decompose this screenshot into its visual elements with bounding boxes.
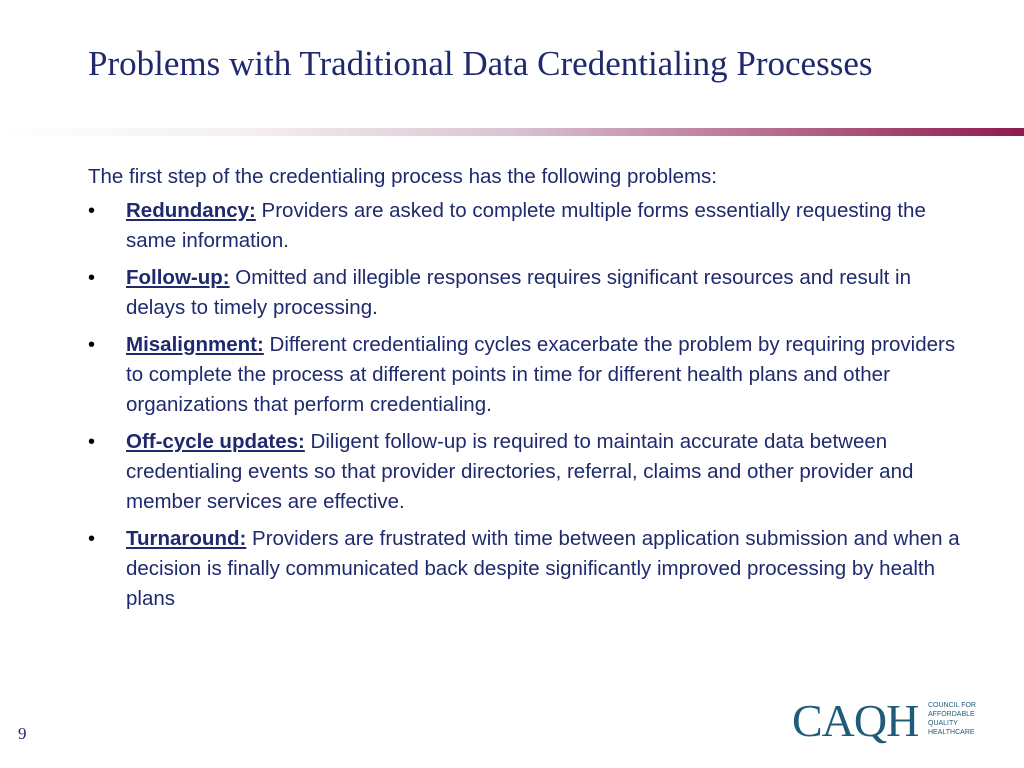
list-item — [88, 330, 968, 420]
list-item — [88, 263, 968, 323]
logo-tagline-line: HEALTHCARE — [928, 729, 975, 736]
page-number: 9 — [18, 724, 27, 743]
bullet-term: Turnaround: — [126, 527, 247, 550]
title-divider — [0, 128, 1024, 136]
intro-text: The first step of the credentialing process has the following problems: — [88, 165, 717, 188]
bullet-term: Redundancy: — [126, 199, 256, 222]
list-item — [88, 427, 968, 517]
bullet-text: Different credentialing cycles exacerbate the problem by requiring providers to complete the process at different points in time for different health plans and other organizations that perform credentialing. — [126, 333, 956, 416]
logo-tagline-line: AFFORDABLE — [928, 711, 975, 718]
bullet-text: Diligent follow-up is required to maintain accurate data between credentialing events so that provider directories, referral, claims and other provider and member services are effective. — [126, 430, 914, 513]
bullet-icon: • — [88, 528, 96, 550]
slide-content — [88, 162, 968, 621]
problem-list — [88, 196, 968, 614]
slide-title: Problems with Traditional Data Credentialing Processes — [88, 44, 873, 83]
bullet-icon: • — [88, 334, 96, 356]
logo-tagline-line: COUNCIL FOR — [928, 702, 976, 709]
bullet-text: Providers are asked to complete multiple forms essentially requesting the same information. — [126, 199, 926, 252]
bullet-icon: • — [88, 431, 96, 453]
bullet-text: Omitted and illegible responses requires significant resources and result in delays to timely processing. — [126, 266, 912, 319]
caqh-logo — [792, 696, 992, 748]
bullet-icon: • — [88, 267, 96, 289]
bullet-icon: • — [88, 200, 96, 222]
logo-tagline — [928, 701, 992, 737]
bullet-term: Off-cycle updates: — [126, 430, 305, 453]
logo-tagline-line: QUALITY — [928, 720, 958, 727]
bullet-text: Providers are frustrated with time between application submission and when a decision is finally communicated back despite significantly improved processing by health plans — [126, 527, 960, 610]
bullet-term: Misalignment: — [126, 333, 264, 356]
list-item — [88, 524, 968, 614]
bullet-term: Follow-up: — [126, 266, 230, 289]
logo-wordmark: CAQH — [792, 695, 919, 746]
list-item — [88, 196, 968, 256]
